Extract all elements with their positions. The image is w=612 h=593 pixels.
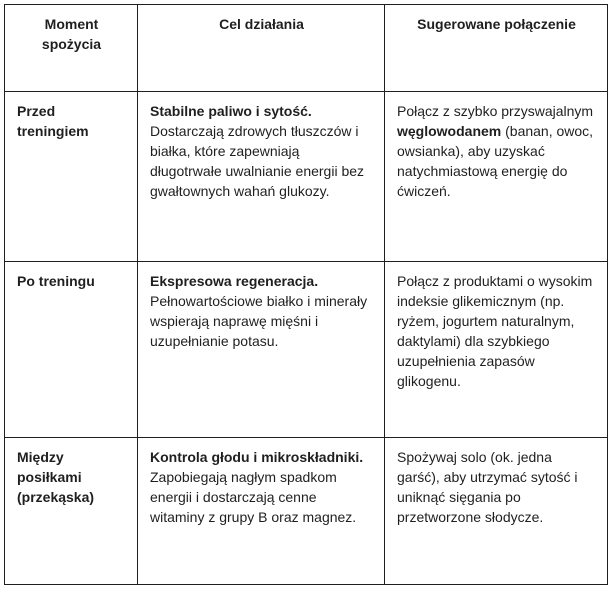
goal-text: Dostarczają zdrowych tłuszczów i białka, które zapewniają długotrwałe uwalnianie energii bez gwałtownych wahań glukozy.: [150, 123, 365, 199]
goal-cell: [138, 438, 385, 585]
pairing-text-pre: Połącz z produktami o wysokim indeksie glikemicznym (np. ryżem, jogurtem naturalnym, daktylami) dla szybkiego uzupełnienia zapasów glikogenu.: [397, 273, 593, 389]
goal-heading: Ekspresowa regeneracja.: [150, 273, 319, 289]
table-header: [5, 5, 608, 92]
table-row: [5, 438, 608, 585]
table-row: [5, 262, 608, 438]
goal-text: Zapobiegają nagłym spadkom energii i dostarczają cenne witaminy z grupy B oraz magnez.: [150, 469, 357, 525]
goal-cell: [138, 92, 385, 262]
goal-text: Pełnowartościowe białko i minerały wspierają naprawę mięśni i uzupełnianie potasu.: [150, 293, 368, 349]
nutrition-table-container: [4, 4, 608, 585]
pairing-text-pre: Połącz z szybko przyswajalnym: [397, 103, 594, 119]
pairing-cell: [385, 438, 608, 585]
pairing-text-post: (banan, owoc, owsianka), aby uzyskać natychmiastową energię do ćwiczeń.: [397, 123, 594, 199]
goal-cell: [138, 262, 385, 438]
header-row: [5, 5, 608, 92]
header-pairing: Sugerowane połączenie: [385, 5, 608, 92]
nutrition-timing-table: [4, 4, 608, 585]
goal-heading: Stabilne paliwo i sytość.: [150, 103, 312, 119]
header-moment: Moment spożycia: [5, 5, 138, 92]
goal-heading: Kontrola głodu i mikroskładniki.: [150, 449, 364, 465]
pairing-highlight: węglowodanem: [397, 123, 502, 139]
pairing-text-pre: Spożywaj solo (ok. jedna garść), aby utrzymać sytość i uniknąć sięgania po przetworzone słodycze.: [397, 449, 578, 525]
table-row: [5, 92, 608, 262]
pairing-cell: [385, 262, 608, 438]
moment-cell: Przed treningiem: [5, 92, 138, 262]
moment-cell: Między posiłkami (przekąska): [5, 438, 138, 585]
header-goal: Cel działania: [138, 5, 385, 92]
pairing-cell: [385, 92, 608, 262]
table-body: [5, 92, 608, 585]
moment-cell: Po treningu: [5, 262, 138, 438]
